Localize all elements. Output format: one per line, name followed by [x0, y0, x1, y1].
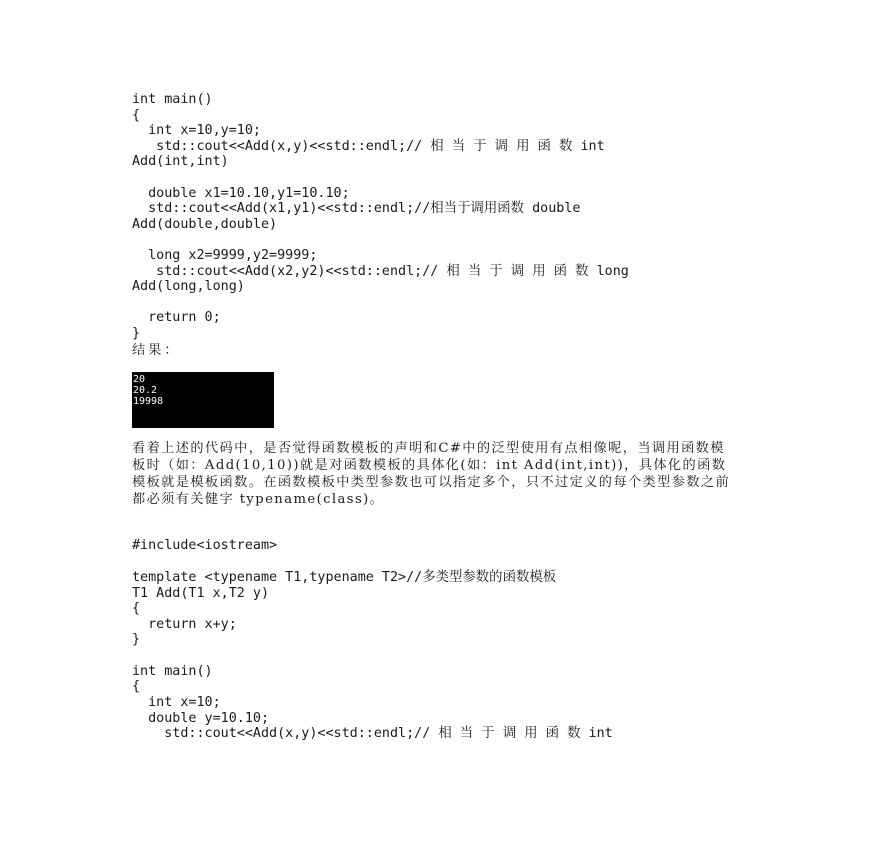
code-line: [132, 170, 752, 186]
code-line: }: [132, 325, 141, 341]
console-line: 20.2: [133, 384, 158, 396]
code-line: [132, 232, 752, 248]
code-line: Add(long,long): [132, 279, 245, 295]
result-label: 结果：: [132, 342, 181, 358]
code-line: template <typename T1,typename T2>//多类型参数的函数模板: [132, 569, 557, 585]
code-line: std::cout<<Add(x,y)<<std::endl;// 相 当 于 调 用 函 数 int: [132, 138, 605, 154]
code-line: double x1=10.10,y1=10.10;: [132, 185, 350, 201]
code-block-2: [132, 538, 752, 742]
include-line: #include<iostream>: [132, 538, 278, 554]
code-line: std::cout<<Add(x2,y2)<<std::endl;// 相 当 于 调 用 函 数 long: [132, 263, 629, 279]
code-line: {: [132, 107, 141, 123]
console-line: 19998: [133, 395, 164, 407]
code-line: std::cout<<Add(x1,y1)<<std::endl;//相当于调用函数 double: [132, 201, 581, 217]
code-line: [132, 295, 752, 311]
code-line: {: [132, 679, 141, 695]
code-line: {: [132, 601, 141, 617]
code-line: long x2=9999,y2=9999;: [132, 247, 318, 263]
code-line: }: [132, 632, 141, 648]
code-line: return 0;: [132, 310, 221, 326]
code-line: int x=10,y=10;: [132, 123, 261, 139]
console-line: 20: [133, 373, 146, 385]
code-line: double y=10.10;: [132, 710, 270, 726]
console-output-screenshot: [132, 372, 274, 428]
explanation-paragraph: 看着上述的代码中，是否觉得函数模板的声明和C#中的泛型使用有点相像呢，当调用函数模板时（如：Add(10,10))就是对函数模板的具体化(如：int Add(int,int))，具体化的函数模板就是模板函数。在函数模板中类型参数也可以指定多个，只不过定义的每个类型参数之前都必须有关健字 typename(class)。: [132, 440, 731, 508]
document-page: [132, 92, 752, 742]
code-line: Add(int,int): [132, 154, 229, 170]
code-block-main-1: [132, 92, 752, 342]
code-line: T1 Add(T1 x,T2 y): [132, 585, 270, 601]
code-line: Add(double,double): [132, 216, 278, 232]
code-line: return x+y;: [132, 616, 237, 632]
code-line: std::cout<<Add(x,y)<<std::endl;// 相 当 于 调 用 函 数 int: [132, 726, 613, 742]
code-line: int main(): [132, 92, 213, 107]
code-line: int x=10;: [132, 695, 221, 711]
code-line: int main(): [132, 663, 213, 679]
